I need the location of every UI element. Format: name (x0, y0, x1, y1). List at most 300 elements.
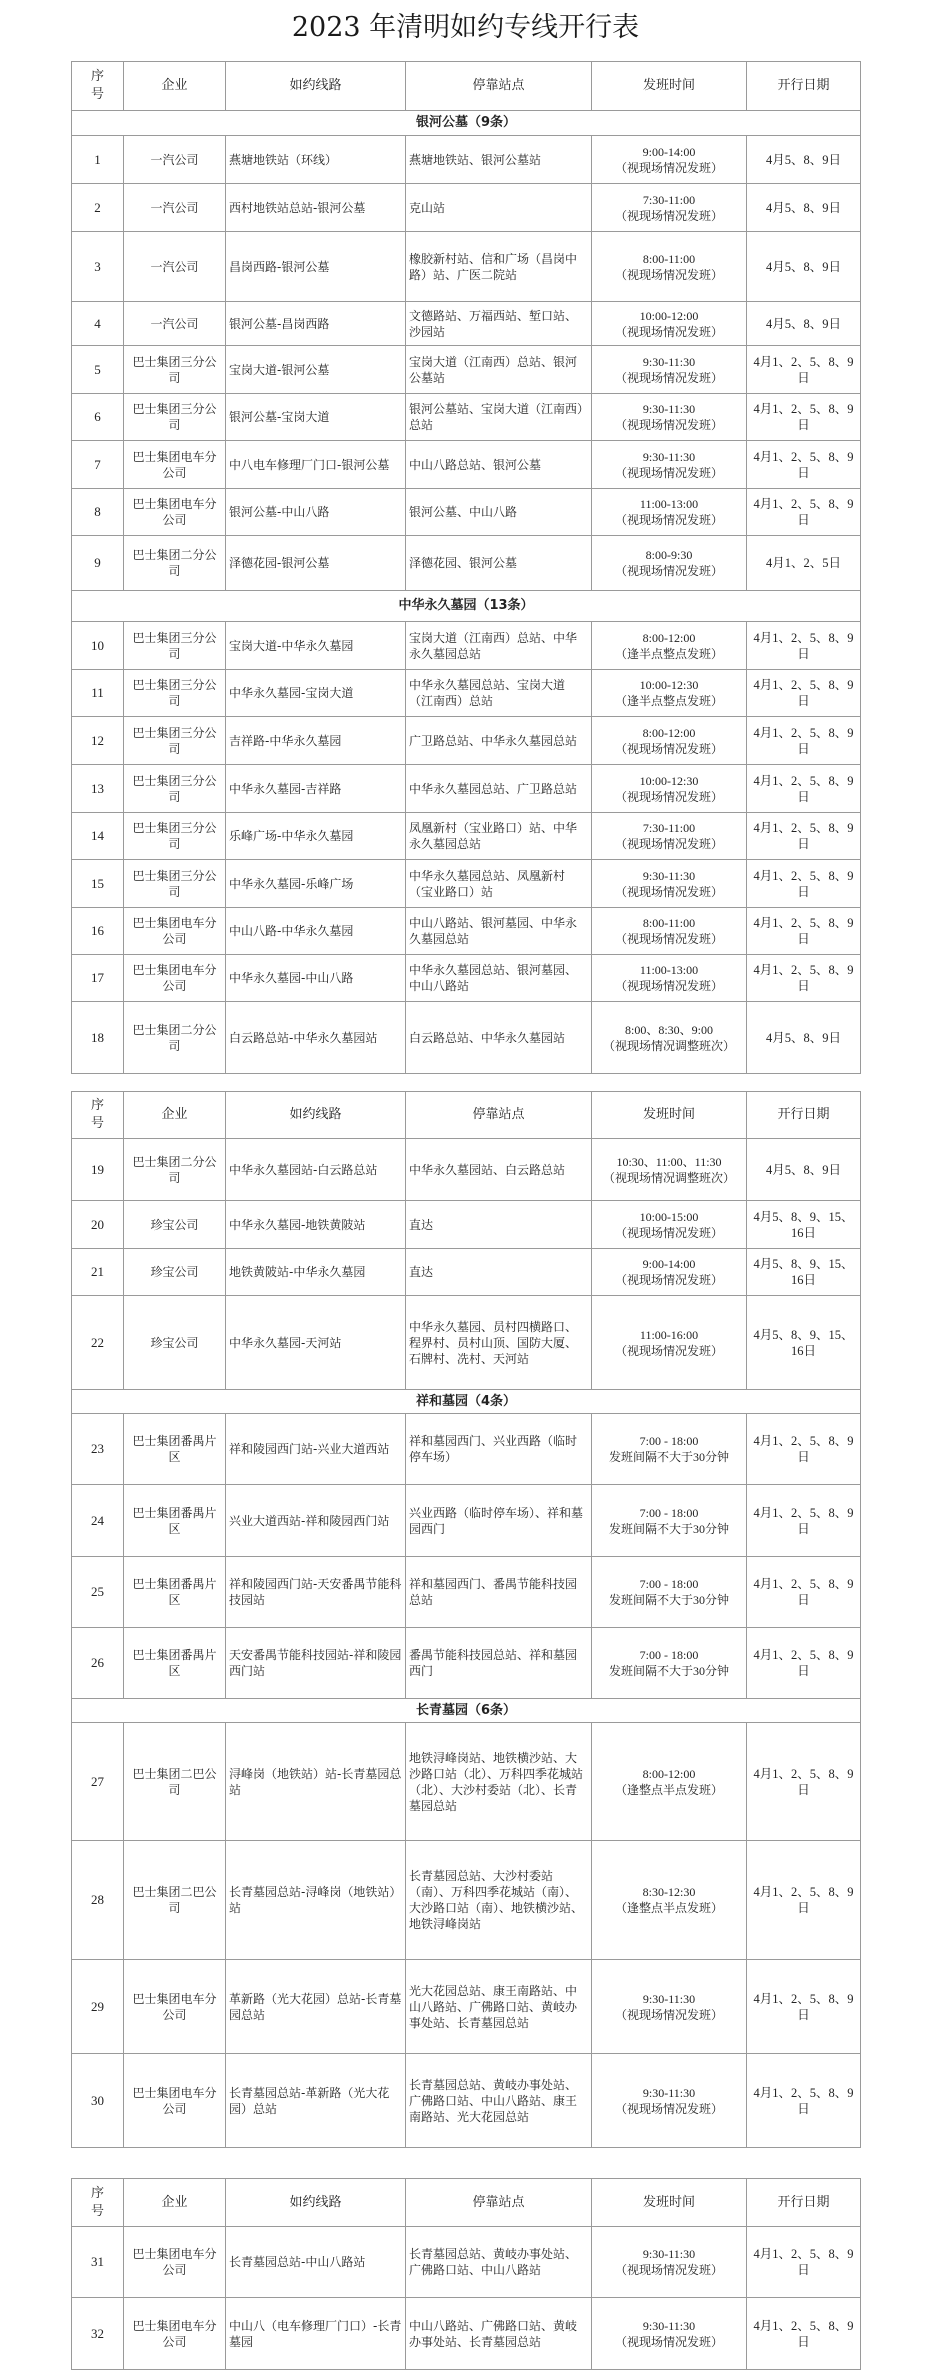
departure-time-cell (592, 908, 747, 955)
table-row (72, 1414, 861, 1485)
time-range: 8:00-9:30 (645, 548, 693, 562)
company-cell: 巴士集团电车分公司 (124, 955, 226, 1002)
company-cell: 巴士集团电车分公司 (124, 1960, 226, 2054)
stops-cell: 中华永久墓园总站、广卫路总站 (406, 765, 592, 813)
table-row (72, 302, 861, 346)
schedule-table-2 (71, 1091, 861, 2148)
route-cell: 燕塘地铁站（环线） (226, 136, 406, 184)
company-cell: 巴士集团三分公司 (124, 813, 226, 860)
column-header-date: 开行日期 (747, 62, 861, 111)
time-note: （视现场情况发班） (614, 1273, 723, 1287)
time-range: 10:00-12:30 (639, 773, 699, 788)
time-range: 8:00、8:30、9:00 (624, 1022, 713, 1037)
row-number: 18 (72, 1002, 124, 1074)
table-row (72, 441, 861, 489)
time-note: （视现场情况调整班次） (602, 1038, 735, 1053)
stops-cell: 中华永久墓园总站、银河墓园、中山八路站 (406, 955, 592, 1002)
table-row (72, 1296, 861, 1390)
departure-time-cell (592, 955, 747, 1002)
time-range: 9:30-11:30 (642, 2318, 696, 2333)
table-row (72, 2298, 861, 2370)
departure-time-cell (592, 1201, 747, 1249)
column-header-route: 如约线路 (226, 2179, 406, 2227)
table-row (72, 1002, 861, 1074)
table-row (72, 1485, 861, 1557)
stops-cell: 长青墓园总站、黄岐办事处站、广佛路口站、中山八路站、康王南路站、光大花园总站 (406, 2054, 592, 2148)
operating-dates-cell: 4月1、2、5、8、9日 (747, 2298, 861, 2370)
departure-time-cell (592, 346, 747, 394)
departure-time-cell (592, 1296, 747, 1390)
section-header-row (72, 591, 861, 622)
route-cell: 中八电车修理厂门口-银河公墓 (226, 441, 406, 489)
row-number: 8 (72, 489, 124, 536)
table-row (72, 1139, 861, 1201)
time-note: （视现场情况发班） (614, 741, 723, 756)
route-cell: 长青墓园总站-中山八路站 (226, 2227, 406, 2298)
schedule-table-1 (71, 61, 861, 1074)
operating-dates-cell: 4月1、2、5、8、9日 (747, 346, 861, 394)
company-cell: 巴士集团电车分公司 (124, 441, 226, 489)
table-row (72, 2054, 861, 2148)
time-note: （视现场情况发班） (614, 370, 723, 385)
operating-dates-cell: 4月1、2、5日 (747, 536, 861, 591)
time-note: 发班间隔不大于30分钟 (608, 1593, 729, 1607)
operating-dates-cell: 4月5、8、9日 (747, 184, 861, 232)
section-header-row (72, 111, 861, 136)
time-note: （视现场情况发班） (614, 2007, 723, 2022)
departure-time-cell (592, 394, 747, 441)
operating-dates-cell: 4月1、2、5、8、9日 (747, 1485, 861, 1557)
route-cell: 银河公墓-宝岗大道 (226, 394, 406, 441)
page-title: 2023 年清明如约专线开行表 (291, 12, 640, 43)
row-number: 15 (72, 860, 124, 908)
row-number: 28 (72, 1841, 124, 1960)
stops-cell: 中山八路总站、银河公墓 (406, 441, 592, 489)
operating-dates-cell: 4月1、2、5、8、9日 (747, 670, 861, 717)
route-cell: 兴业大道西站-祥和陵园西门站 (226, 1485, 406, 1557)
column-header-company: 企业 (124, 62, 226, 111)
time-range: 11:00-13:00 (639, 497, 699, 511)
row-number: 21 (72, 1249, 124, 1296)
section-title: 中华永久墓园（13条） (72, 591, 861, 622)
row-number: 27 (72, 1723, 124, 1841)
company-cell: 巴士集团电车分公司 (124, 2227, 226, 2298)
stops-cell: 兴业西路（临时停车场）、祥和墓园西门 (406, 1485, 592, 1557)
table-header-row (72, 2179, 861, 2227)
row-number: 14 (72, 813, 124, 860)
departure-time-cell (592, 813, 747, 860)
company-cell: 珍宝公司 (124, 1296, 226, 1390)
operating-dates-cell: 4月5、8、9日 (747, 136, 861, 184)
section-title: 银河公墓（9条） (72, 111, 861, 136)
departure-time-cell (592, 765, 747, 813)
route-cell: 昌岗西路-银河公墓 (226, 232, 406, 302)
route-cell: 宝岗大道-中华永久墓园 (226, 622, 406, 670)
table-row (72, 2227, 861, 2298)
operating-dates-cell: 4月1、2、5、8、9日 (747, 394, 861, 441)
operating-dates-cell: 4月1、2、5、8、9日 (747, 1723, 861, 1841)
stops-cell: 直达 (406, 1249, 592, 1296)
company-cell: 巴士集团番禺片区 (124, 1628, 226, 1699)
operating-dates-cell: 4月1、2、5、8、9日 (747, 1960, 861, 2054)
departure-time-cell (592, 2298, 747, 2370)
table-row (72, 622, 861, 670)
route-cell: 中华永久墓园-吉祥路 (226, 765, 406, 813)
row-number: 30 (72, 2054, 124, 2148)
route-cell: 中华永久墓园-宝岗大道 (226, 670, 406, 717)
company-cell: 巴士集团三分公司 (124, 670, 226, 717)
table-row (72, 346, 861, 394)
time-note: （视现场情况发班） (614, 979, 723, 993)
time-range: 7:30-11:00 (642, 192, 696, 207)
operating-dates-cell: 4月1、2、5、8、9日 (747, 860, 861, 908)
operating-dates-cell: 4月1、2、5、8、9日 (747, 1841, 861, 1960)
route-cell: 祥和陵园西门站-天安番禺节能科技园站 (226, 1557, 406, 1628)
time-note: （视现场情况发班） (614, 2334, 723, 2349)
row-number: 26 (72, 1628, 124, 1699)
time-range: 7:00 - 18:00 (639, 1505, 699, 1520)
route-cell: 浔峰岗（地铁站）站-长青墓园总站 (226, 1723, 406, 1841)
stops-cell: 地铁浔峰岗站、地铁横沙站、大沙路口站（北）、万科四季花城站（北）、大沙村委站（北）、长青墓园总站 (406, 1723, 592, 1841)
operating-dates-cell: 4月5、8、9、15、16日 (747, 1296, 861, 1390)
column-header-time: 发班时间 (592, 62, 747, 111)
time-note: （逢半点整点发班） (614, 694, 723, 708)
column-header-company: 企业 (124, 1092, 226, 1139)
time-note: （视现场情况发班） (614, 465, 723, 480)
row-number: 9 (72, 536, 124, 591)
stops-cell: 光大花园总站、康王南路站、中山八路站、广佛路口站、黄岐办事处站、长青墓园总站 (406, 1960, 592, 2054)
time-note: （视现场情况发班） (614, 160, 723, 175)
time-range: 8:00-12:00 (642, 725, 696, 740)
departure-time-cell (592, 2054, 747, 2148)
stops-cell: 中山八路站、银河墓园、中华永久墓园总站 (406, 908, 592, 955)
departure-time-cell (592, 2227, 747, 2298)
company-cell: 巴士集团二分公司 (124, 1002, 226, 1074)
row-number: 22 (72, 1296, 124, 1390)
operating-dates-cell: 4月1、2、5、8、9日 (747, 955, 861, 1002)
column-header-stops: 停靠站点 (406, 1092, 592, 1139)
stops-cell: 文德路站、万福西站、堑口站、沙园站 (406, 302, 592, 346)
operating-dates-cell: 4月1、2、5、8、9日 (747, 2054, 861, 2148)
time-range: 8:00-12:00 (642, 1766, 696, 1781)
company-cell: 巴士集团番禺片区 (124, 1414, 226, 1485)
row-number: 24 (72, 1485, 124, 1557)
departure-time-cell (592, 717, 747, 765)
row-number: 12 (72, 717, 124, 765)
time-range: 9:30-11:30 (642, 1991, 696, 2006)
company-cell: 珍宝公司 (124, 1249, 226, 1296)
row-number: 10 (72, 622, 124, 670)
route-cell: 中华永久墓园站-白云路总站 (226, 1139, 406, 1201)
operating-dates-cell: 4月5、8、9日 (747, 1002, 861, 1074)
row-number: 4 (72, 302, 124, 346)
departure-time-cell (592, 1139, 747, 1201)
stops-cell: 凤凰新村（宝业路口）站、中华永久墓园总站 (406, 813, 592, 860)
column-header-seq: 序 号 (72, 1092, 124, 1139)
schedule-table-3 (71, 2178, 861, 2370)
section-header-row (72, 1390, 861, 1414)
table-row (72, 860, 861, 908)
row-number: 32 (72, 2298, 124, 2370)
route-cell: 乐峰广场-中华永久墓园 (226, 813, 406, 860)
time-range: 9:30-11:30 (642, 449, 696, 464)
route-cell: 白云路总站-中华永久墓园站 (226, 1002, 406, 1074)
table-row (72, 1723, 861, 1841)
time-note: （视现场情况发班） (614, 1225, 723, 1240)
company-cell: 巴士集团三分公司 (124, 346, 226, 394)
column-header-stops: 停靠站点 (406, 2179, 592, 2227)
time-note: 发班间隔不大于30分钟 (608, 1664, 729, 1678)
company-cell: 一汽公司 (124, 302, 226, 346)
table-row (72, 670, 861, 717)
table-row (72, 1249, 861, 1296)
row-number: 2 (72, 184, 124, 232)
table-row (72, 489, 861, 536)
time-note: （逢整点半点发班） (614, 1782, 723, 1797)
stops-cell: 中华永久墓园总站、凤凰新村（宝业路口）站 (406, 860, 592, 908)
table-row (72, 232, 861, 302)
time-note: （视现场情况发班） (614, 267, 723, 282)
table-row (72, 536, 861, 591)
route-cell: 中华永久墓园-乐峰广场 (226, 860, 406, 908)
stops-cell: 银河公墓站、宝岗大道（江南西）总站 (406, 394, 592, 441)
operating-dates-cell: 4月5、8、9日 (747, 232, 861, 302)
time-range: 10:30、11:00、11:30 (616, 1154, 722, 1169)
stops-cell: 白云路总站、中华永久墓园站 (406, 1002, 592, 1074)
row-number: 3 (72, 232, 124, 302)
departure-time-cell (592, 1002, 747, 1074)
row-number: 5 (72, 346, 124, 394)
operating-dates-cell: 4月5、8、9、15、16日 (747, 1249, 861, 1296)
time-note: （视现场情况发班） (614, 418, 723, 432)
row-number: 31 (72, 2227, 124, 2298)
operating-dates-cell: 4月1、2、5、8、9日 (747, 765, 861, 813)
time-range: 9:30-11:30 (642, 402, 696, 416)
operating-dates-cell: 4月1、2、5、8、9日 (747, 441, 861, 489)
departure-time-cell (592, 302, 747, 346)
departure-time-cell (592, 184, 747, 232)
stops-cell: 橡胶新村站、信和广场（昌岗中路）站、广医二院站 (406, 232, 592, 302)
stops-cell: 泽德花园、银河公墓 (406, 536, 592, 591)
route-cell: 中华永久墓园-地铁黄陂站 (226, 1201, 406, 1249)
route-cell: 泽德花园-银河公墓 (226, 536, 406, 591)
route-cell: 革新路（光大花园）总站-长青墓园总站 (226, 1960, 406, 2054)
time-range: 11:00-13:00 (639, 963, 699, 977)
departure-time-cell (592, 1414, 747, 1485)
company-cell: 巴士集团二巴公司 (124, 1841, 226, 1960)
departure-time-cell (592, 622, 747, 670)
column-header-time: 发班时间 (592, 2179, 747, 2227)
section-title: 长青墓园（6条） (72, 1699, 861, 1723)
row-number: 19 (72, 1139, 124, 1201)
company-cell: 巴士集团电车分公司 (124, 2298, 226, 2370)
time-note: （视现场情况发班） (614, 2101, 723, 2116)
time-note: （视现场情况发班） (614, 513, 723, 527)
time-note: （逢整点半点发班） (614, 1901, 723, 1915)
route-cell: 地铁黄陂站-中华永久墓园 (226, 1249, 406, 1296)
operating-dates-cell: 4月5、8、9日 (747, 1139, 861, 1201)
departure-time-cell (592, 1723, 747, 1841)
departure-time-cell (592, 536, 747, 591)
stops-cell: 宝岗大道（江南西）总站、中华永久墓园总站 (406, 622, 592, 670)
time-note: （视现场情况发班） (614, 2263, 723, 2277)
time-note: （视现场情况调整班次） (602, 1170, 735, 1185)
departure-time-cell (592, 1485, 747, 1557)
route-cell: 长青墓园总站-革新路（光大花园）总站 (226, 2054, 406, 2148)
time-range: 8:30-12:30 (642, 1885, 696, 1899)
operating-dates-cell: 4月5、8、9、15、16日 (747, 1201, 861, 1249)
route-cell: 银河公墓-昌岗西路 (226, 302, 406, 346)
table-row (72, 136, 861, 184)
row-number: 25 (72, 1557, 124, 1628)
route-cell: 中华永久墓园-天河站 (226, 1296, 406, 1390)
operating-dates-cell: 4月1、2、5、8、9日 (747, 717, 861, 765)
stops-cell: 银河公墓、中山八路 (406, 489, 592, 536)
time-range: 7:00 - 18:00 (639, 1648, 699, 1662)
time-note: （视现场情况发班） (614, 789, 723, 804)
table-row (72, 717, 861, 765)
company-cell: 巴士集团番禺片区 (124, 1557, 226, 1628)
row-number: 11 (72, 670, 124, 717)
table-row (72, 1557, 861, 1628)
time-range: 9:30-11:30 (642, 2085, 696, 2100)
departure-time-cell (592, 1960, 747, 2054)
row-number: 16 (72, 908, 124, 955)
stops-cell: 中华永久墓园、员村四横路口、程界村、员村山顶、国防大厦、石牌村、冼村、天河站 (406, 1296, 592, 1390)
operating-dates-cell: 4月1、2、5、8、9日 (747, 1414, 861, 1485)
company-cell: 巴士集团三分公司 (124, 717, 226, 765)
table-row (72, 184, 861, 232)
route-cell: 祥和陵园西门站-兴业大道西站 (226, 1414, 406, 1485)
time-range: 7:30-11:00 (642, 821, 696, 835)
stops-cell: 克山站 (406, 184, 592, 232)
company-cell: 珍宝公司 (124, 1201, 226, 1249)
stops-cell: 广卫路总站、中华永久墓园总站 (406, 717, 592, 765)
column-header-route: 如约线路 (226, 1092, 406, 1139)
operating-dates-cell: 4月1、2、5、8、9日 (747, 1628, 861, 1699)
row-number: 1 (72, 136, 124, 184)
departure-time-cell (592, 232, 747, 302)
time-range: 9:00-14:00 (642, 1257, 696, 1271)
time-note: 发班间隔不大于30分钟 (608, 1521, 729, 1536)
departure-time-cell (592, 1557, 747, 1628)
stops-cell: 中华永久墓园站、白云路总站 (406, 1139, 592, 1201)
company-cell: 巴士集团电车分公司 (124, 908, 226, 955)
time-range: 8:00-11:00 (642, 251, 696, 266)
stops-cell: 中华永久墓园总站、宝岗大道（江南西）总站 (406, 670, 592, 717)
route-cell: 宝岗大道-银河公墓 (226, 346, 406, 394)
operating-dates-cell: 4月1、2、5、8、9日 (747, 813, 861, 860)
stops-cell: 中山八路站、广佛路口站、黄岐办事处站、长青墓园总站 (406, 2298, 592, 2370)
column-header-seq: 序 号 (72, 2179, 124, 2227)
route-cell: 中华永久墓园-中山八路 (226, 955, 406, 1002)
departure-time-cell (592, 489, 747, 536)
time-range: 8:00-12:00 (642, 630, 696, 645)
departure-time-cell (592, 670, 747, 717)
operating-dates-cell: 4月1、2、5、8、9日 (747, 489, 861, 536)
company-cell: 一汽公司 (124, 184, 226, 232)
route-cell: 中山八路-中华永久墓园 (226, 908, 406, 955)
operating-dates-cell: 4月1、2、5、8、9日 (747, 2227, 861, 2298)
company-cell: 巴士集团三分公司 (124, 860, 226, 908)
time-range: 7:00 - 18:00 (639, 1577, 699, 1591)
company-cell: 巴士集团三分公司 (124, 622, 226, 670)
time-range: 11:00-16:00 (639, 1327, 699, 1342)
company-cell: 巴士集团二巴公司 (124, 1723, 226, 1841)
time-range: 7:00 - 18:00 (639, 1434, 699, 1448)
stops-cell: 祥和墓园西门、番禺节能科技园总站 (406, 1557, 592, 1628)
company-cell: 巴士集团三分公司 (124, 394, 226, 441)
table-row (72, 908, 861, 955)
time-note: （逢半点整点发班） (614, 646, 723, 661)
route-cell: 天安番禺节能科技园站-祥和陵园西门站 (226, 1628, 406, 1699)
column-header-stops: 停靠站点 (406, 62, 592, 111)
stops-cell: 直达 (406, 1201, 592, 1249)
column-header-seq: 序 号 (72, 62, 124, 111)
company-cell: 巴士集团番禺片区 (124, 1485, 226, 1557)
row-number: 29 (72, 1960, 124, 2054)
time-note: （视现场情况发班） (614, 932, 723, 946)
table-row (72, 1960, 861, 2054)
stops-cell: 长青墓园总站、黄岐办事处站、广佛路口站、中山八路站 (406, 2227, 592, 2298)
route-cell: 西村地铁站总站-银河公墓 (226, 184, 406, 232)
table-header-row (72, 62, 861, 111)
row-number: 7 (72, 441, 124, 489)
time-range: 10:00-12:00 (639, 308, 699, 323)
company-cell: 巴士集团电车分公司 (124, 489, 226, 536)
time-note: （视现场情况发班） (614, 564, 723, 578)
company-cell: 巴士集团三分公司 (124, 765, 226, 813)
operating-dates-cell: 4月1、2、5、8、9日 (747, 1557, 861, 1628)
table-row (72, 955, 861, 1002)
time-range: 10:00-15:00 (639, 1209, 699, 1224)
table-row (72, 394, 861, 441)
departure-time-cell (592, 1249, 747, 1296)
company-cell: 一汽公司 (124, 232, 226, 302)
section-title: 祥和墓园（4条） (72, 1390, 861, 1414)
time-note: （视现场情况发班） (614, 884, 723, 899)
route-cell: 长青墓园总站-浔峰岗（地铁站）站 (226, 1841, 406, 1960)
time-range: 9:30-11:30 (642, 868, 696, 883)
stops-cell: 祥和墓园西门、兴业西路（临时停车场） (406, 1414, 592, 1485)
stops-cell: 宝岗大道（江南西）总站、银河公墓站 (406, 346, 592, 394)
column-header-time: 发班时间 (592, 1092, 747, 1139)
table-row (72, 1841, 861, 1960)
table-row (72, 1628, 861, 1699)
column-header-date: 开行日期 (747, 2179, 861, 2227)
row-number: 6 (72, 394, 124, 441)
row-number: 13 (72, 765, 124, 813)
time-range: 9:30-11:30 (642, 354, 696, 369)
route-cell: 银河公墓-中山八路 (226, 489, 406, 536)
departure-time-cell (592, 136, 747, 184)
time-range: 8:00-11:00 (642, 916, 696, 930)
departure-time-cell (592, 1841, 747, 1960)
time-range: 9:30-11:30 (642, 2247, 696, 2261)
column-header-company: 企业 (124, 2179, 226, 2227)
row-number: 20 (72, 1201, 124, 1249)
table-row (72, 765, 861, 813)
column-header-route: 如约线路 (226, 62, 406, 111)
stops-cell: 长青墓园总站、大沙村委站（南）、万科四季花城站（南）、大沙路口站（南）、地铁横沙站、地铁浔峰岗站 (406, 1841, 592, 1960)
departure-time-cell (592, 441, 747, 489)
row-number: 23 (72, 1414, 124, 1485)
section-header-row (72, 1699, 861, 1723)
operating-dates-cell: 4月1、2、5、8、9日 (747, 908, 861, 955)
column-header-date: 开行日期 (747, 1092, 861, 1139)
time-note: （视现场情况发班） (614, 324, 723, 339)
time-note: （视现场情况发班） (614, 208, 723, 223)
